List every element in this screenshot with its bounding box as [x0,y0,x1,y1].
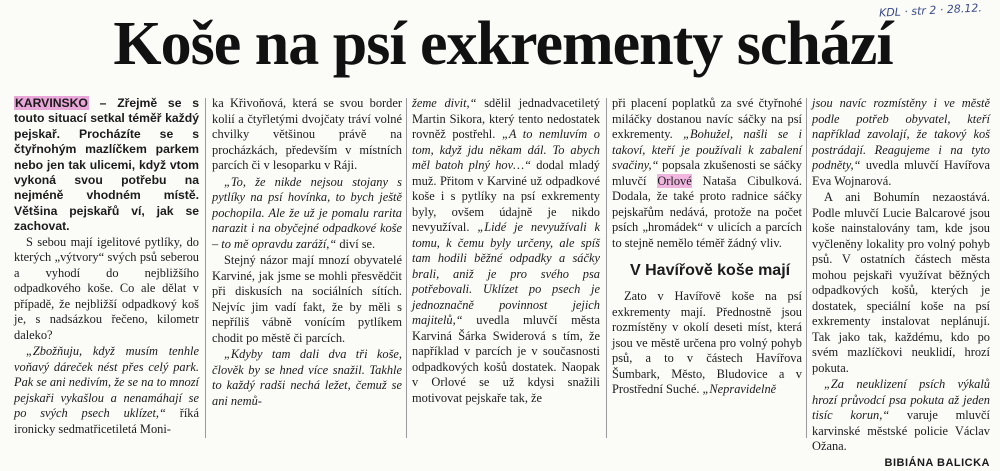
text: sdělil jednadvacetiletý Martin Sikora, který tento nedostatek rovněž postřehl. [412,96,600,141]
quote: „Zbožňuju, když musím tenhle voňavý dáreček nést přes celý park. Pak se ani nedivím, že se na to mnozí pejskaři vykašlou a nenamáhají se po svých psech uklízet,“ [14,344,199,420]
paragraph [812,377,990,455]
headline: Koše na psí exkrementy schází [18,8,988,80]
lead-paragraph [14,96,199,235]
article-column-3 [412,96,600,441]
column-rule [406,98,407,438]
text: popsala zkušenosti se sáčky mluvčí [612,158,802,188]
quote: „A to nemluvím o tom, když jdu někam dál. To abych měl batoh plný hov…“ [412,127,600,172]
column-rule [606,98,607,438]
quote: žeme divit,“ [412,96,477,110]
article-column-1 [14,96,199,441]
article-column-5 [812,96,990,441]
text: uvedla mluvčí města Karviná Šárka Swiderová s tím, že například v parcích je v současnosti odpadkových košů dostatek. Naopak v Orlové se už kdysi snažili motivovat pejskaře tak, že [412,313,600,405]
article-column-4 [612,96,802,441]
lead-text: – Zřejmě se s touto situací setkal téměř každý pejskař. Procházíte se s čtyřnohým mazlíčkem parkem nebo jen tak ulicemi, když vtom vykoná svou potřebu na nejméně vhodném místě. Většina pejskařů ví, jak se zachovat. [14,96,199,233]
text: Nataša Cibulková. Dodala, že také proto radnice sáčky pejskařům nedává, protože na počet psích „hromádek“ v ulicích a parcích to stejně nemělo téměř žádný vliv. [612,174,802,250]
paragraph [812,96,990,189]
text: Zato v Havířově koše na psí exkrementy mají. Přednostně jsou rozmístěny v okolí deseti míst, která jsou ve městě určena pro volný pohyb psů, a to v částech Havířova Šumbark, Město, Bludovice a v Prostřední Suché. [612,289,802,396]
quote: „Lidé je nevyužívali k tomu, k čemu byly určeny, ale spíš tam hodili běžné odpadky a sáčky brali, aniž je pro svého psa potřebovali. Uklízet po psech je jednoznačně povinnost jejich majitelů,“ [412,220,600,327]
text: při placení poplatků za své čtyřnohé miláčky dostanou navíc sáčky na psí exkrementy. [612,96,802,141]
paragraph [612,289,802,398]
paragraph [212,175,402,253]
quote: „Za neuklizení psích výkalů hrozí průvodcí psa pokuta až jeden tisíc korun,“ [812,377,990,422]
paragraph: Stejný názor mají mnozí obyvatelé Karviné, jak jsme se mohli přesvědčit při diskusích na sociálních sítích. Nejvíc jim vadí fakt, že by měli s nepříliš vábně vonícím pytlíkem chodit po městě či parcích. [212,253,402,346]
quote: „To, že nikde nejsou stojany s pytlíky na psí hovínka, to bych ještě pochopila. Ale že už je pomalu rarita narazit i na obyčejné odpadkové koše – to mě opravdu zaráží,“ [212,175,402,251]
subheading: V Havířově koše mají [630,261,802,281]
author-byline: BIBIÁNA BALICKA [812,456,990,471]
article-column-2 [212,96,402,441]
paragraph [212,347,402,409]
text: varuje mluvčí karvinské městské policie Václav Ožana. [812,408,990,453]
quote: „Bohužel, našli se i takoví, kteří je používali k zabalení svačiny,“ [612,127,802,172]
column-rule [806,98,807,438]
paragraph [412,96,600,406]
quote: „Nepravidelně [699,382,776,396]
text: říká ironicky sedmatřicetiletá Moni- [14,406,199,436]
quote: jsou navíc rozmístěny i ve městě podle potřeb obyvatel, kteří například zavolají, že takový koš postrádají. Reagujeme i na tyto podněty,“ [812,96,990,172]
text: uvedla mluvčí Havířova Eva Wojnarová. [812,158,990,188]
paragraph: A ani Bohumín nezaostává. Podle mluvčí Lucie Balcarové jsou koše nainstalovány tam, kde jsou vyčleněny lokality pro volný pohyb psů. V ostatních částech města mohou pejskaři využívat běžných odpadkových košů, kterých je dostatek, speciální koše na psí exkrementy instalovat neplánují. Tak jako tak, každému, kdo po svém mazlíčkovi neuklidí, hrozí pokuta. [812,190,990,376]
column-rule [205,98,206,438]
text: diví se. [336,237,375,251]
paragraph [612,96,802,251]
dateline-city: KARVINSKO [14,96,89,110]
quote: „Kdyby tam dali dva tři koše, člověk by se hned více snažil. Takhle to každý radši nechá ležet, čemuž se ani nemů- [212,347,402,408]
paragraph: ka Křivoňová, která se svou border kolií a čtyřletými dvojčaty tráví volné chvilky většinou právě na procházkách, především v místních parcích či v lesoparku v Ráji. [212,96,402,174]
paragraph: S sebou mají igelitové pytlíky, do kterých „výtvory“ svých psů seberou a vyhodí do nejbližšího odpadkového koše. Co ale dělat v případě, že nejbližší odpadkový koš je, s nadsázkou řečeno, kilometr daleko? [14,235,199,344]
text: dodal mladý muž. Přitom v Karviné už odpadkové koše i s pytlíky na psí exkrementy byly, ovšem údajně je nikdo nevyužíval. [412,158,600,234]
highlighted-word: Orlové [657,174,691,188]
handwritten-clip-note: KDL · str 2 · 28.12. [879,1,982,19]
paragraph [14,344,199,437]
